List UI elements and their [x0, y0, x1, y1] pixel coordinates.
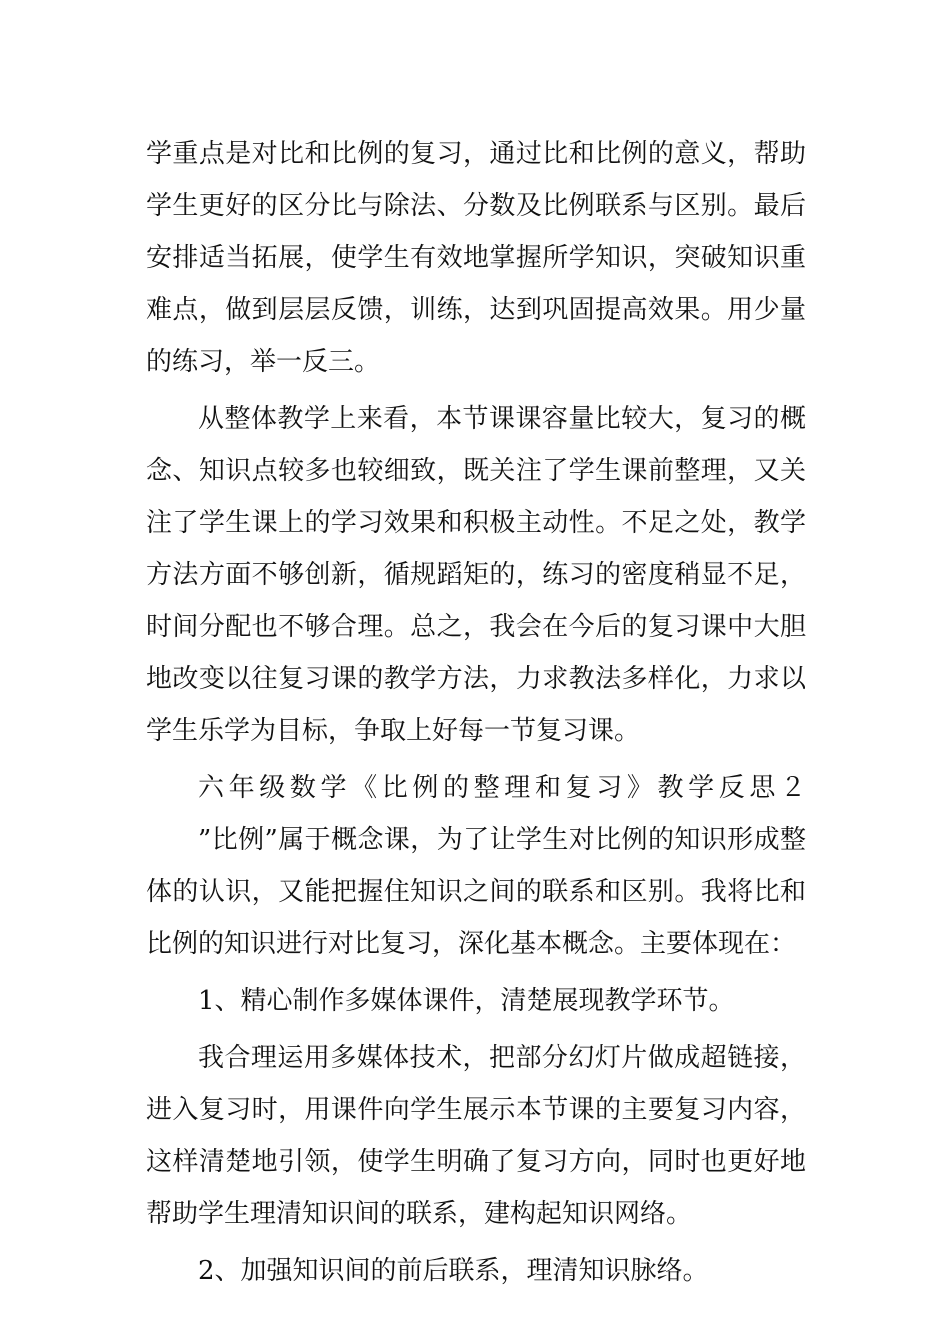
paragraph-2: 从整体教学上来看，本节课课容量比较大，复习的概念、知识点较多也较细致，既关注了学生课前整理，又关注了学生课上的学习效果和积极主动性。不足之处，教学方法方面不够创新，循规蹈矩的，练习的密度稍显不足，时间分配也不够合理。总之，我会在今后的复习课中大胆地改变以往复习课的教学方法，力求教法多样化，力求以学生乐学为目标，争取上好每一节复习课。: [146, 404, 806, 746]
paragraph-4: 1、精心制作多媒体课件，清楚展现教学环节。: [198, 986, 735, 1016]
title-gap: [146, 825, 198, 855]
section-title: 六年级数学《比例的整理和复习》教学反思２: [198, 773, 806, 803]
paragraph-5: 我合理运用多媒体技术，把部分幻灯片做成超链接，进入复习时，用课件向学生展示本节课的主要复习内容，这样清楚地引领，使学生明确了复习方向，同时也更好地帮助学生理清知识间的联系，建构起知识网络。: [146, 1043, 806, 1229]
paragraph-3-text: ”比例”属于概念课，为了让学生对比例的知识形成整体的认识，又能把握住知识之间的联系和区别。我将比和比例的知识进行对比复习，深化基本概念。主要体现在：: [146, 825, 807, 959]
document-body: [146, 128, 806, 1297]
paragraph-1: 学重点是对比和比例的复习，通过比和比例的意义，帮助学生更好的区分比与除法、分数及比例联系与区别。最后安排适当拓展，使学生有效地掌握所学知识，突破知识重难点，做到层层反馈，训练，达到巩固提高效果。用少量的练习，举一反三。: [146, 139, 806, 377]
paragraph-6: 2、加强知识间的前后联系，理清知识脉络。: [198, 1256, 709, 1286]
paragraph-3: [146, 762, 806, 970]
